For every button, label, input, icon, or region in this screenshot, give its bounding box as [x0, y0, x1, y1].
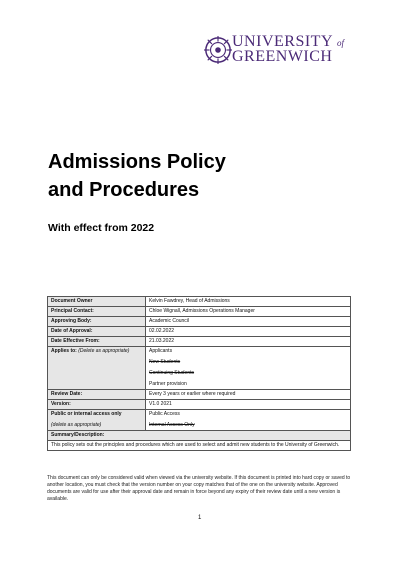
validity-notice: This document can only be considered valid when viewed via the university website. If this document is printed into hard copy or saved to another location, you must check that the version number on your copy matches that of the one on the university website. Approved documents are valid for use after their approval date and remain in force beyond any expiry of their review date until a new version is available. — [47, 475, 351, 502]
page-number: 1 — [198, 515, 202, 521]
table-row: Document Owner Kelvin Fawdrey, Head of Admissions — [48, 297, 351, 307]
table-row: Approving Body: Academic Council — [48, 317, 351, 327]
table-row: Version: V1.0 2021 — [48, 400, 351, 410]
document-subtitle: With effect from 2022 — [48, 222, 155, 234]
table-row: Date of Approval: 02.02.2022 — [48, 327, 351, 337]
table-row: Summary/Description: — [48, 431, 351, 441]
university-crest-icon — [204, 36, 232, 64]
table-row: Review Date: Every 3 years or earlier where required — [48, 390, 351, 400]
table-row: Date Effective From: 21.03.2022 — [48, 337, 351, 347]
table-row: Applies to: (Delete as appropriate) Applicants New Students Continuing Students Partner provision — [48, 347, 351, 390]
university-logo: UNIVERSITY of GREENWICH — [232, 33, 345, 65]
table-row: This policy sets out the principles and procedures which are used to select and admit new students to the University of Greenwich. — [48, 441, 351, 451]
document-metadata-table — [47, 296, 351, 451]
table-row: Principal Contact: Chloe Wignall, Admissions Operations Manager — [48, 307, 351, 317]
document-title: Admissions Policy and Procedures — [48, 151, 226, 201]
table-row: Public or internal access only (delete as appropriate) Public Access Internal Access Only — [48, 410, 351, 431]
